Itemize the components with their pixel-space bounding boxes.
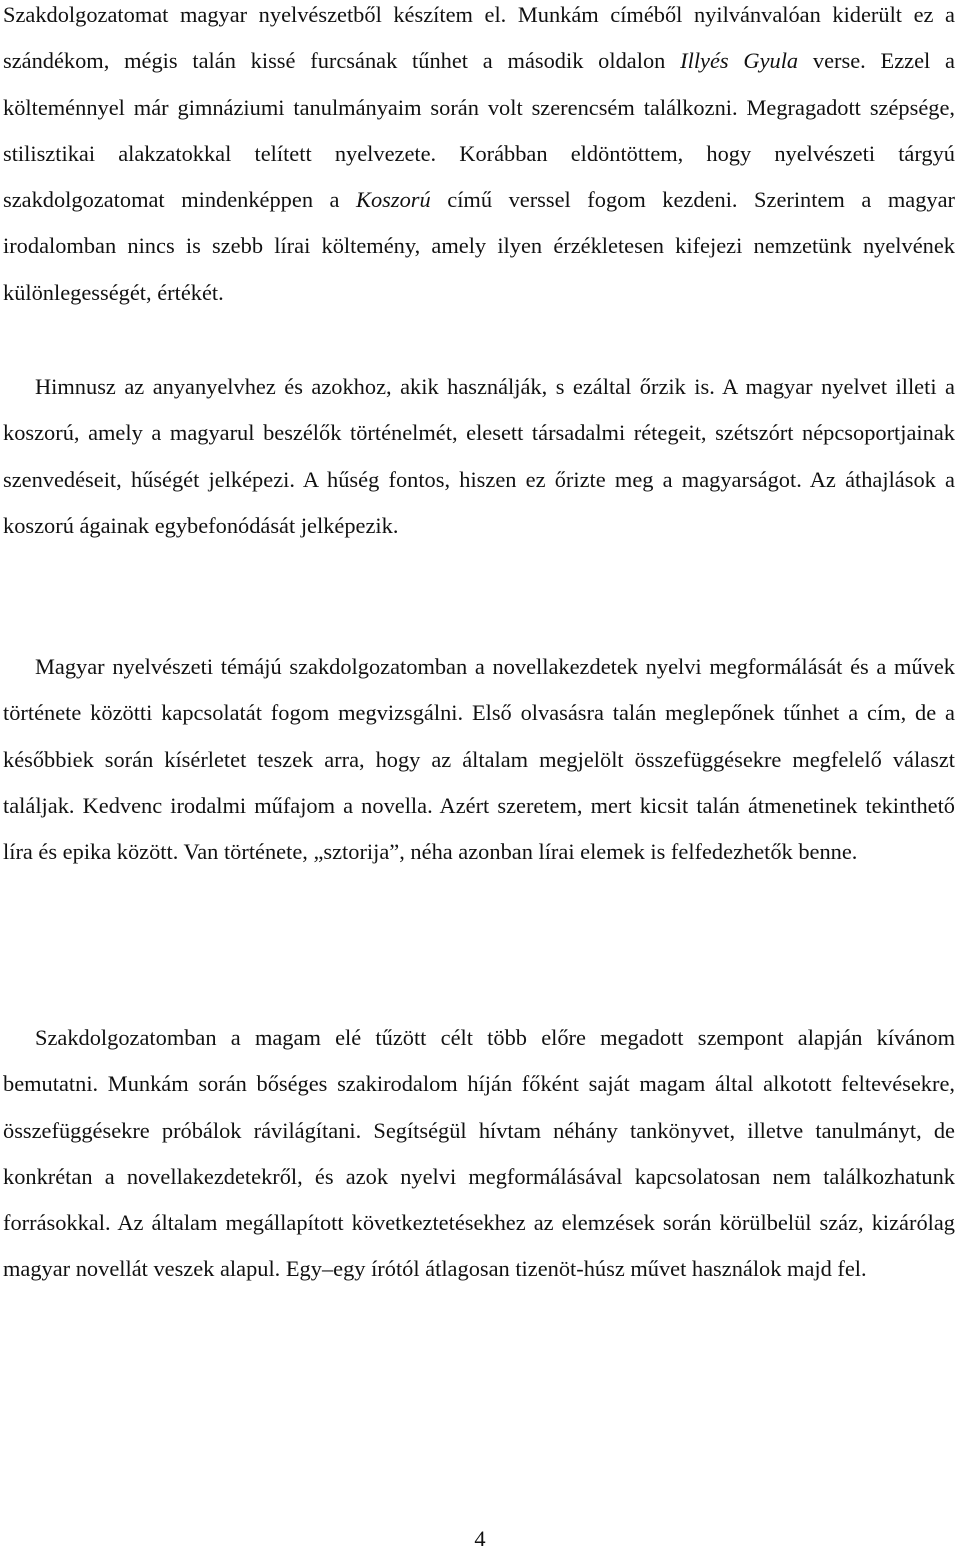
paragraph-intro-text-2: verse. Ezzel a költeménnyel már gimnáziumi tanulmányaim során volt szerencsém találkozni. Megragadott szépsége, stilisztikai alakzatokkal telített nyelvezete. Korábban eldöntöttem, hogy nyelvészeti tárgyú szakdolgozatomat mindenképpen a xyxy=(3,48,955,213)
poem-title: Koszorú xyxy=(356,187,431,213)
paragraph-intro xyxy=(3,0,955,316)
paragraph-topic xyxy=(3,644,955,875)
paragraph-himnusz-text: Himnusz az anyanyelvhez és azokhoz, akik használják, s ezáltal őrzik is. A magyar nyelvet illeti a koszorú, amely a magyarul beszélők történelmét, elesett társadalmi rétegeit, szétszórt népcsoportjainak szenvedéseit, hűségét jelképezi. A hűség fontos, hiszen ez őrizte meg a magyarságot. Az áthajlások a koszorú ágainak egybefonódását jelképezik. xyxy=(3,374,955,538)
paragraph-intro-text-3: című verssel fogom kezdeni. Szerintem a magyar irodalomban nincs is szebb lírai költemény, amely ilyen érzékletesen kifejezi nemzetünk nyelvének különlegességét, értékét. xyxy=(3,187,955,305)
paragraph-method-text: Szakdolgozatomban a magam elé tűzött célt több előre megadott szempont alapján kívánom bemutatni. Munkám során bőséges szakirodalom híján főként saját magam által alkotott feltevésekre, összefüggésekre próbálok rávilágítani. Segítségül hívtam néhány tankönyvet, illetve tanulmányt, de konkrétan a novellakezdetekről, és azok nyelvi megformálásával kapcsolatosan nem találkozhatunk forrásokkal. Az általam megállapított következtetésekhez az elemzések során körülbelül száz, kizárólag magyar novellát veszek alapul. Egy–egy írótól átlagosan tizenöt-húsz művet használok majd fel. xyxy=(3,1025,955,1282)
page-number: 4 xyxy=(474,1526,486,1551)
poet-name: Illyés Gyula xyxy=(680,48,799,74)
paragraph-intro-text-1: Szakdolgozatomat magyar nyelvészetből készítem el. Munkám címéből nyilvánvalóan kiderült ez a szándékom, mégis talán kissé furcsának tűnhet a második oldalon xyxy=(3,2,955,74)
paragraph-himnusz xyxy=(3,364,955,549)
paragraph-method xyxy=(3,1015,955,1293)
paragraph-topic-text: Magyar nyelvészeti témájú szakdolgozatomban a novellakezdetek nyelvi megformálását és a művek története közötti kapcsolatát fogom megvizsgálni. Első olvasásra talán meglepőnek tűnhet a cím, de a későbbiek során kísérletet teszek arra, hogy az általam megjelölt összefüggésekre megfelelő választ találjak. Kedvenc irodalmi műfajom a novella. Azért szeretem, mert kicsit talán átmenetinek tekinthető líra és epika között. Van története, „sztorija”, néha azonban lírai elemek is felfedezhetők benne. xyxy=(3,654,955,865)
